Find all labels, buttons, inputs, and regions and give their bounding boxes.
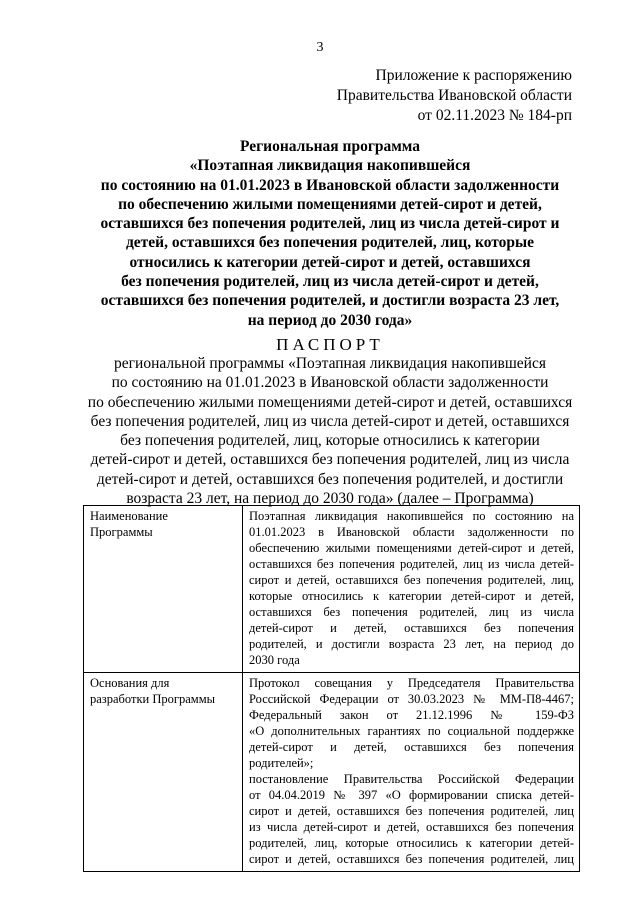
- row-value-line: «О дополнительных гарантиях по социальной поддержке: [249, 724, 574, 738]
- passport-subtitle-line: региональной программы «Поэтапная ликвидация накопившейся: [114, 355, 546, 372]
- row-value-line: родителей, лиц, которые относились к категории детей-: [249, 836, 574, 850]
- program-title-line: детей, оставшихся без попечения родителей, лиц, которые: [125, 234, 535, 252]
- row-value-line: оставшихся без попечения родителей, лиц из числа: [249, 605, 574, 619]
- row-value-line: Российской Федерации от 30.03.2023 № ММ-П8-4467;: [249, 692, 574, 706]
- page-number: 3: [316, 40, 324, 55]
- row-value-line: детей-сирот и детей, оставшихся без попечения: [249, 740, 574, 754]
- row-value-cell: [243, 506, 580, 673]
- program-title-line: относились к категории детей-сирот и детей, оставшихся: [129, 253, 531, 271]
- passport-subtitle-line: детей-сирот и детей, оставшихся без попечения родителей, лиц из числа: [90, 451, 570, 469]
- approval-line: Правительства Ивановской области: [336, 87, 572, 104]
- approval-line: Приложение к распоряжению: [375, 67, 572, 84]
- passport-subtitle-line: по состоянию на 01.01.2023 в Ивановской области задолженности: [111, 374, 549, 392]
- program-title-line: на период до 2030 года»: [247, 311, 413, 329]
- row-value-line: Поэтапная ликвидация накопившейся по состоянию на: [249, 509, 574, 523]
- row-value-line: постановление Правительства Российской Федерации: [249, 772, 574, 786]
- row-label-cell: [84, 506, 243, 673]
- row-label-line: Наименование: [90, 509, 168, 523]
- row-value-line: сирот и детей, оставшихся без попечения родителей, лиц: [249, 852, 574, 866]
- row-value-line: 2030 года: [249, 653, 300, 667]
- row-value-line: Федеральный закон от 21.12.1996 № 159-ФЗ: [249, 708, 574, 722]
- program-title-line: по состоянию на 01.01.2023 в Ивановской области задолженности: [100, 176, 560, 194]
- row-value-cell: [243, 673, 580, 872]
- program-title-line: «Поэтапная ликвидация накопившейся: [189, 157, 471, 175]
- program-title-line: Региональная программа: [240, 138, 420, 155]
- row-value-line: оставшихся без попечения родителей, лиц из числа детей-: [249, 557, 574, 571]
- row-value-line: детей-сирот и детей, оставшихся без попечения: [249, 621, 574, 635]
- passport-subtitle-line: по обеспечению жилыми помещениями детей-сирот и детей, оставшихся: [87, 393, 573, 411]
- row-value-line: обеспечению жилыми помещениями детей-сирот и детей,: [249, 541, 574, 555]
- row-label-cell: [84, 673, 243, 872]
- row-value-line: 01.01.2023 в Ивановской области задолженности по: [249, 525, 574, 539]
- passport-subtitle-line: без попечения родителей, лиц из числа детей-сирот и детей, оставшихся: [90, 412, 570, 430]
- table-row: [84, 673, 580, 872]
- row-value-line: родителей»;: [249, 756, 314, 770]
- row-value-line: от 04.04.2019 № 397 «О формировании списка детей-: [249, 788, 574, 802]
- table-row: [84, 506, 580, 673]
- row-value-line: сирот и детей, оставшихся без попечения родителей, лиц: [249, 804, 574, 818]
- passport-subtitle: [60, 354, 600, 508]
- passport-subtitle-line: без попечения родителей, лиц, которые относились к категории: [120, 432, 540, 450]
- passport-subtitle-line: возраста 23 лет, на период до 2030 года» (далее – Программа): [126, 490, 534, 508]
- approval-block: [337, 66, 572, 126]
- row-value-line: родителей, и достигли возраста 23 лет, на период до: [249, 637, 574, 651]
- row-value-line: которые относились к категории детей-сирот и детей,: [249, 589, 574, 603]
- program-title-line: оставшихся без попечения родителей, и достигли возраста 23 лет,: [100, 292, 560, 310]
- passport-table: [83, 505, 580, 872]
- program-title-line: оставшихся без попечения родителей, лиц из числа детей-сирот и: [100, 215, 560, 233]
- row-value-line: из числа детей-сирот и детей, оставшихся без попечения: [249, 820, 574, 834]
- passport-subtitle-line: детей-сирот и детей, оставшихся без попечения родителей, и достигли: [96, 470, 564, 488]
- passport-heading: ПАСПОРТ: [276, 335, 384, 354]
- row-label-line: Программы: [90, 525, 153, 539]
- row-value-line: Протокол совещания у Председателя Правительства: [249, 676, 574, 690]
- row-label-line: Основания для: [90, 676, 170, 690]
- approval-line: от 02.11.2023 № 184-рп: [417, 107, 572, 124]
- program-title-line: по обеспечению жилыми помещениями детей-сирот и детей,: [118, 195, 542, 213]
- row-label-line: разработки Программы: [90, 692, 215, 706]
- row-value-line: сирот и детей, оставшихся без попечения родителей, лиц,: [249, 573, 574, 587]
- program-title-line: без попечения родителей, лиц из числа детей-сирот и детей,: [121, 273, 539, 291]
- program-title: [60, 137, 600, 330]
